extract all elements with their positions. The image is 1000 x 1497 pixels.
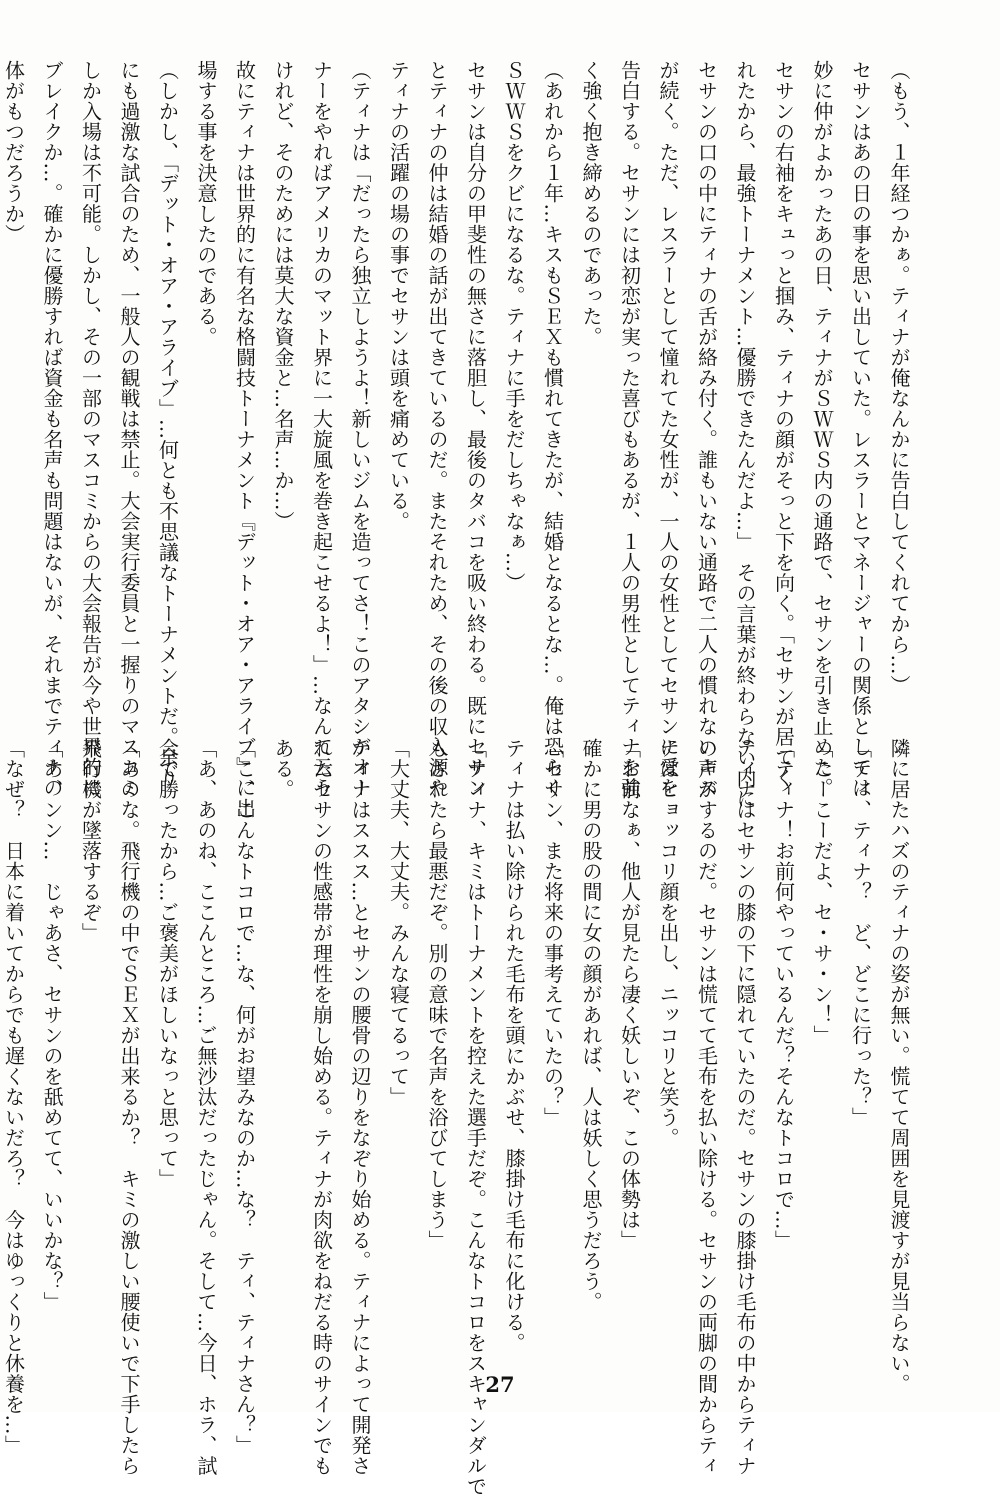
text-line: の声がするのだ。セサンは慌てて毛布を払い除ける。セサンの両脚の間からティ — [694, 738, 719, 1476]
text-line: が続く。ただ、レスラーとして憧れてた女性が、一人の女性としてセサンに愛を — [656, 60, 680, 798]
text-line: 体がもつだろうか） — [1, 60, 26, 245]
text-line: ティナはススス…とセサンの腰骨の辺りをなぞり始める。ティナによって開発さ — [348, 738, 372, 1476]
text-line: ブレイクか…。確かに優勝すれば資金も名声も問題はないが、それまでティナの — [40, 60, 64, 798]
text-line: 「ティ、ティナ？ ど、どこに行った？」 — [848, 738, 873, 1128]
text-line: にも過激な試合のため、一般人の観戦は禁止。大会実行委員と一握りのマスコミ — [117, 60, 141, 798]
text-line: もされたら最悪だぞ。別の意味で名声を浴びてしまう」 — [425, 738, 449, 1251]
text-line: 「ティナ、キミはトーナメントを控えた選手だぞ。こんなトコロをスキャンダルで — [463, 738, 488, 1497]
text-line: （ティナは「だったら独立しようよ！新しいジムを造ってさ！このアタシがオー — [348, 60, 372, 798]
text-line: ティナは払い除けられた毛布を頭にかぶせ、膝掛け毛布に化ける。 — [502, 738, 526, 1353]
text-line: 飛行機が墜落するぞ」 — [78, 738, 103, 943]
text-line: （しかし、「デット・オア・アライブ」…何とも不思議なトーナメントだ。余り — [155, 60, 180, 788]
text-line: 「お前なぁ、他人が見たら凄く妖しいぞ、この体勢は」 — [617, 738, 642, 1251]
text-line: れたセサンの性感帯が理性を崩し始める。ティナが肉欲をねだる時のサインでも — [309, 738, 334, 1476]
text-line: セサンの右袖をキュっと掴み、ティナの顔がそっと下を向く。「セサンが居てく — [771, 60, 796, 788]
text-line: 「ティナ！お前何やっているんだ？そんなトコロで…」 — [771, 738, 796, 1251]
text-line: 「セサン、また将来の事考えていたの？」 — [540, 738, 565, 1128]
text-line: 「こーこーだよ、セ・サ・ン！」 — [810, 738, 834, 1046]
text-line: 「なぜ？ 日本に着いてからでも遅くないだろ？ 今はゆっくりと休養を…」 — [1, 738, 26, 1456]
text-line: 確かに男の股の間に女の顔があれば、人は妖しく思うだろう。 — [579, 738, 603, 1312]
text-line: とティナの仲は結婚の話が出てきているのだ。またそれため、その後の収入源や — [425, 60, 449, 798]
text-line: セサンの口の中にティナの舌が絡み付く。誰もいない通路で二人の慣れないキス — [694, 60, 719, 798]
text-line: 故にティナは世界的に有名な格闘技トーナメント『デット・オア・アライブ』に出 — [232, 60, 257, 819]
text-line: ナーをやればアメリカのマット界に一大旋風を巻き起こせるよ！」…なんて云う — [309, 60, 334, 798]
text-line: ある。 — [271, 738, 295, 800]
text-line: 「あのな。飛行機の中でＳＥＸが出来るか？ キミの激しい腰使いで下手したら — [117, 738, 141, 1476]
text-line: しか入場は不可能。しかし、その一部のマスコミからの大会報告が今や世界的に — [78, 60, 103, 798]
page-number: 27 — [485, 1372, 515, 1397]
text-line: （もう、１年経つかぁ。ティナが俺なんかに告白してくれてから…） — [887, 60, 911, 696]
text-line: れたから、最強トーナメント…優勝できたんだよ…」 その言葉が終わらない内に — [733, 60, 757, 809]
text-line: セサンは自分の甲斐性の無さに落胆し、最後のタバコを吸い終わる。既にセサン — [463, 60, 488, 798]
text-line: セサンはあの日の事を思い出していた。レスラーとマネージャーの関係としては — [848, 60, 873, 798]
text-line: 隣に居たハズのティナの姿が無い。慌てて周囲を見渡すが見当らない。 — [887, 738, 911, 1394]
text-line: 合で勝ったから…ご褒美がほしいなっと思って」 — [155, 738, 180, 1189]
text-line: 「大丈夫、大丈夫。みんな寝てるって」 — [386, 738, 411, 1107]
text-line: （あれから１年…キスもＳＥＸも慣れてきたが、結婚となるとな…。俺は恐らく — [540, 60, 565, 798]
text-line: 「あ、ンン… じゃあさ、セサンのを舐めてて、いいかな？」 — [40, 738, 64, 1312]
text-line: ナはヒョッコリ顔を出し、ニッコリと笑う。 — [656, 738, 680, 1148]
text-line: 告白する。セサンには初恋が実った喜びもあるが、１人の男性としてティナを強 — [617, 60, 642, 798]
text-line: く強く抱き締めるのであった。 — [579, 60, 603, 347]
text-line: ＳＷＷＳをクビになるな。ティナに手をだしちゃなぁ…） — [502, 60, 526, 593]
text-line: ティナはセサンの膝の下に隠れていたのだ。セサンの膝掛け毛布の中からティナ — [733, 738, 757, 1476]
upper-text-block — [1, 60, 918, 819]
text-line: 場する事を決意したのである。 — [194, 60, 218, 347]
text-line: けれど、そのためには莫大な資金と…名声…か…） — [271, 60, 295, 532]
text-line: 「こ、こんなトコロで…な、何がお望みなのか…な？ ティ、ティナさん？」 — [232, 738, 257, 1456]
text-line: 妙に仲がよかったあの日、ティナがＳＷＷＳ内の通路で、セサンを引き止めた。 — [810, 60, 834, 798]
text-line: ティナの活躍の場の事でセサンは頭を痛めている。 — [386, 60, 411, 532]
text-line: 「あ、あのね、ここんところ…ご無沙汰だったじゃん。そして…今日、ホラ、試 — [194, 738, 218, 1476]
